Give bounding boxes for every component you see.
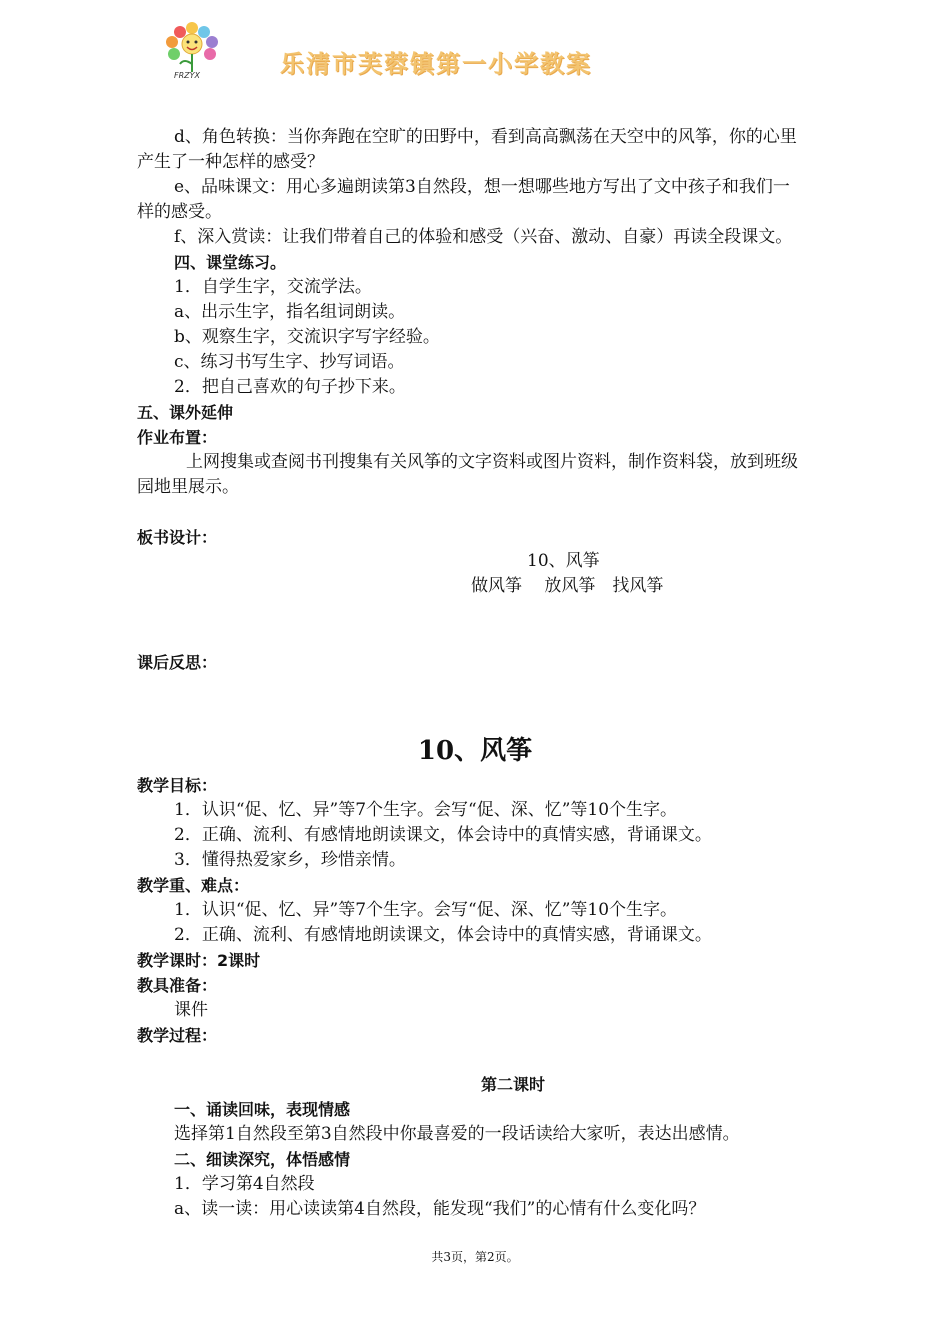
section-heading: 作业布置： — [137, 428, 218, 447]
page-header — [160, 22, 840, 92]
text-line: 样的感受。 — [137, 202, 222, 222]
text-line: e、品味课文：用心多遍朗读第3自然段，想一想哪些地方写出了文中孩子和我们一 — [174, 177, 790, 197]
period-heading: 第二课时 — [481, 1075, 546, 1094]
section-heading: 课后反思： — [137, 653, 218, 672]
text-line: f、深入赏读：让我们带着自己的体验和感受（兴奋、激动、自豪）再读全段课文。 — [174, 227, 793, 247]
section-heading: 教具准备： — [137, 976, 218, 995]
school-logo-icon — [160, 22, 228, 84]
text-line: 2．正确、流利、有感情地朗读课文，体会诗中的真情实感，背诵课文。 — [174, 825, 712, 845]
section-heading: 一、诵读回味，表现情感 — [174, 1100, 351, 1119]
section-heading: 板书设计： — [137, 528, 218, 547]
board-title: 10、风筝 — [527, 551, 600, 571]
svg-text:FRZYX: FRZYX — [174, 71, 201, 80]
text-line: 3．懂得热爱家乡，珍惜亲情。 — [174, 850, 406, 870]
board-items: 做风筝 放风筝 找风筝 — [471, 576, 664, 596]
text-line: 园地里展示。 — [137, 477, 239, 497]
section-heading: 教学目标： — [137, 776, 218, 795]
text-line: 1．学习第4自然段 — [174, 1174, 315, 1194]
section-heading: 教学课时：2课时 — [137, 951, 261, 970]
text-line: a、出示生字，指名组词朗读。 — [174, 302, 406, 322]
text-line: 选择第1自然段至第3自然段中你最喜爱的一段话读给大家听，表达出感情。 — [174, 1124, 740, 1144]
text-line: 1．认识“促、忆、异”等7个生字。会写“促、深、忆”等10个生字。 — [174, 800, 678, 820]
text-line: d、角色转换：当你奔跑在空旷的田野中，看到高高飘荡在天空中的风筝，你的心里 — [174, 127, 797, 147]
text-line: b、观察生字，交流识字写字经验。 — [174, 327, 440, 347]
page-footer: 共3页，第2页。 — [431, 1250, 519, 1264]
text-line: 课件 — [174, 1000, 208, 1020]
section-heading: 五、课外延伸 — [137, 403, 234, 422]
text-line: 产生了一种怎样的感受？ — [137, 152, 324, 172]
text-line: 1．认识“促、忆、异”等7个生字。会写“促、深、忆”等10个生字。 — [174, 900, 678, 920]
header-school-title: 乐清市芙蓉镇第一小学教案 — [280, 50, 592, 78]
text-line: 上网搜集或查阅书刊搜集有关风筝的文字资料或图片资料，制作资料袋，放到班级 — [186, 452, 798, 472]
text-line: 1．自学生字，交流学法。 — [174, 277, 372, 297]
lesson-title: 10、风筝 — [417, 736, 533, 766]
text-line: 2．正确、流利、有感情地朗读课文，体会诗中的真情实感，背诵课文。 — [174, 925, 712, 945]
section-heading: 教学过程： — [137, 1026, 218, 1045]
section-heading: 二、细读深究，体悟感情 — [174, 1150, 351, 1169]
text-line: a、读一读：用心读读第4自然段，能发现“我们”的心情有什么变化吗？ — [174, 1199, 706, 1219]
section-heading: 教学重、难点： — [137, 876, 250, 895]
section-heading: 四、课堂练习。 — [174, 253, 287, 272]
text-line: c、练习书写生字、抄写词语。 — [174, 352, 405, 372]
text-line: 2．把自己喜欢的句子抄下来。 — [174, 377, 406, 397]
